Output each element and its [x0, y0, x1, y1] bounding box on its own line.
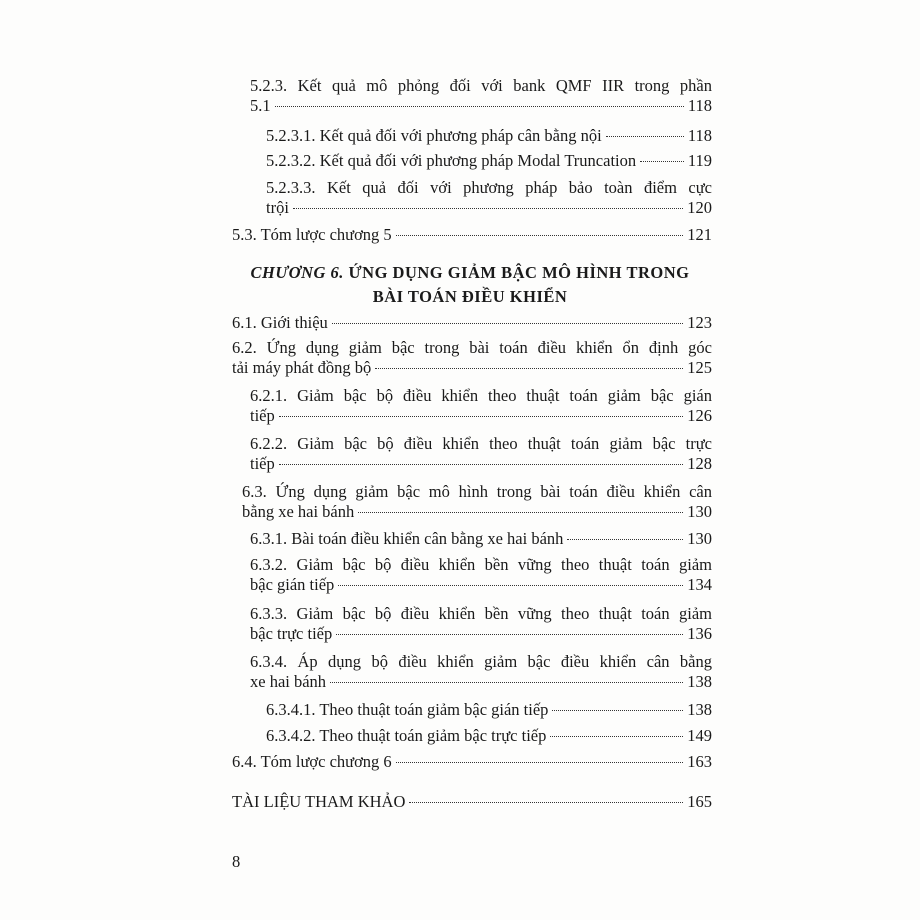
toc-entry-references — [232, 792, 712, 812]
toc-page-number: 138 — [687, 700, 712, 719]
toc-page-number: 134 — [687, 575, 712, 594]
chapter-heading — [220, 261, 720, 309]
dot-leader — [550, 736, 683, 737]
toc-entry-text: 6.3.4.2. Theo thuật toán giảm bậc trực tiếp — [266, 726, 547, 745]
toc-entry-5-2-3-3 — [266, 178, 712, 218]
toc-entry-text-cont: bậc trực tiếp — [250, 624, 333, 643]
toc-entry-5-2-3-1 — [266, 126, 712, 146]
chapter-prefix: CHƯƠNG 6. — [250, 263, 344, 282]
toc-entry-6-3-2 — [250, 555, 712, 595]
dot-leader — [275, 106, 684, 107]
toc-entry-text: 5.2.3. Kết quả mô phỏng đối với bank QMF IIR trong phần — [250, 76, 712, 95]
toc-entry-text-cont: 5.1 — [250, 96, 271, 115]
dot-leader — [396, 762, 684, 763]
toc-entry-6-3-4-1 — [266, 700, 712, 720]
toc-entry-text: 6.3.2. Giảm bậc bộ điều khiển bền vững theo thuật toán giảm — [250, 555, 712, 574]
toc-entry-text: 6.2.1. Giảm bậc bộ điều khiển theo thuật toán giảm bậc gián — [250, 386, 712, 405]
toc-entry-5-2-3-2 — [266, 151, 712, 171]
dot-leader — [567, 539, 683, 540]
toc-entry-text: 6.3.3. Giảm bậc bộ điều khiển bền vững theo thuật toán giảm — [250, 604, 712, 623]
toc-entry-6-4 — [232, 752, 712, 772]
toc-page-number: 118 — [687, 96, 712, 115]
toc-entry-text: 6.3.1. Bài toán điều khiển cân bằng xe hai bánh — [250, 529, 564, 548]
chapter-title-line2: BÀI TOÁN ĐIỀU KHIỂN — [372, 287, 568, 306]
toc-entry-text-cont: xe hai bánh — [250, 672, 327, 691]
toc-page-number: 121 — [687, 225, 712, 244]
dot-leader — [396, 235, 684, 236]
dot-leader — [279, 416, 684, 417]
dot-leader — [330, 682, 683, 683]
toc-entry-text: 6.3.4. Áp dụng bộ điều khiển giảm bậc điều khiển cân bằng — [250, 652, 712, 671]
page-number: 8 — [232, 852, 241, 871]
toc-page-number: 136 — [687, 624, 712, 643]
toc-page-number: 138 — [687, 672, 712, 691]
toc-entry-text-cont: trội — [266, 198, 289, 217]
toc-entry-5-2-3 — [250, 76, 712, 116]
toc-page-number: 128 — [687, 454, 712, 473]
toc-entry-6-3-4-2 — [266, 726, 712, 746]
toc-entry-6-2-1 — [250, 386, 712, 426]
chapter-title-line1: ỨNG DỤNG GIẢM BẬC MÔ HÌNH TRONG — [348, 263, 690, 282]
dot-leader — [409, 802, 683, 803]
toc-entry-text: 6.4. Tóm lược chương 6 — [232, 752, 392, 771]
toc-page-number: 130 — [687, 502, 712, 521]
toc-entry-text-cont: tiếp — [250, 406, 275, 425]
toc-page-number: 163 — [687, 752, 712, 771]
toc-page-number: 165 — [687, 792, 712, 811]
toc-page-number: 118 — [687, 126, 712, 145]
dot-leader — [552, 710, 683, 711]
dot-leader — [338, 585, 683, 586]
toc-entry-text: 6.1. Giới thiệu — [232, 313, 328, 332]
dot-leader — [375, 368, 683, 369]
toc-entry-6-2 — [232, 338, 712, 378]
toc-entry-text: 6.2. Ứng dụng giảm bậc trong bài toán điều khiển ổn định góc — [232, 338, 712, 357]
toc-entry-6-3-1 — [250, 529, 712, 549]
toc-entry-text: 5.2.3.3. Kết quả đối với phương pháp bảo toàn điểm cực — [266, 178, 712, 197]
dot-leader — [279, 464, 684, 465]
toc-entry-text-cont: bằng xe hai bánh — [242, 502, 355, 521]
dot-leader — [336, 634, 683, 635]
toc-entry-text: TÀI LIỆU THAM KHẢO — [232, 792, 406, 811]
toc-entry-6-3-3 — [250, 604, 712, 644]
toc-page-number: 125 — [687, 358, 712, 377]
dot-leader — [332, 323, 683, 324]
dot-leader — [606, 136, 684, 137]
dot-leader — [293, 208, 683, 209]
toc-page-number: 123 — [687, 313, 712, 332]
toc-entry-text: 6.3.4.1. Theo thuật toán giảm bậc gián tiếp — [266, 700, 549, 719]
toc-entry-text: 5.2.3.1. Kết quả đối với phương pháp cân bằng nội — [266, 126, 602, 145]
toc-entry-text-cont: tiếp — [250, 454, 275, 473]
toc-page-number: 126 — [687, 406, 712, 425]
toc-entry-text: 6.3. Ứng dụng giảm bậc mô hình trong bài toán điều khiển cân — [242, 482, 712, 501]
dot-leader — [358, 512, 683, 513]
toc-entry-text: 6.2.2. Giảm bậc bộ điều khiển theo thuật toán giảm bậc trực — [250, 434, 712, 453]
toc-entry-text: 5.3. Tóm lược chương 5 — [232, 225, 392, 244]
toc-entry-text: 5.2.3.2. Kết quả đối với phương pháp Modal Truncation — [266, 151, 637, 170]
toc-entry-6-2-2 — [250, 434, 712, 474]
toc-entry-6-3-4 — [250, 652, 712, 692]
toc-page-number: 120 — [687, 198, 712, 217]
dot-leader — [640, 161, 684, 162]
toc-entry-6-1 — [232, 313, 712, 333]
toc-page-number: 130 — [687, 529, 712, 548]
toc-page-number: 119 — [687, 151, 712, 170]
toc-entry-text-cont: tải máy phát đồng bộ — [232, 358, 372, 377]
toc-entry-6-3 — [242, 482, 712, 522]
toc-page-number: 149 — [687, 726, 712, 745]
toc-entry-5-3 — [232, 225, 712, 245]
toc-entry-text-cont: bậc gián tiếp — [250, 575, 335, 594]
